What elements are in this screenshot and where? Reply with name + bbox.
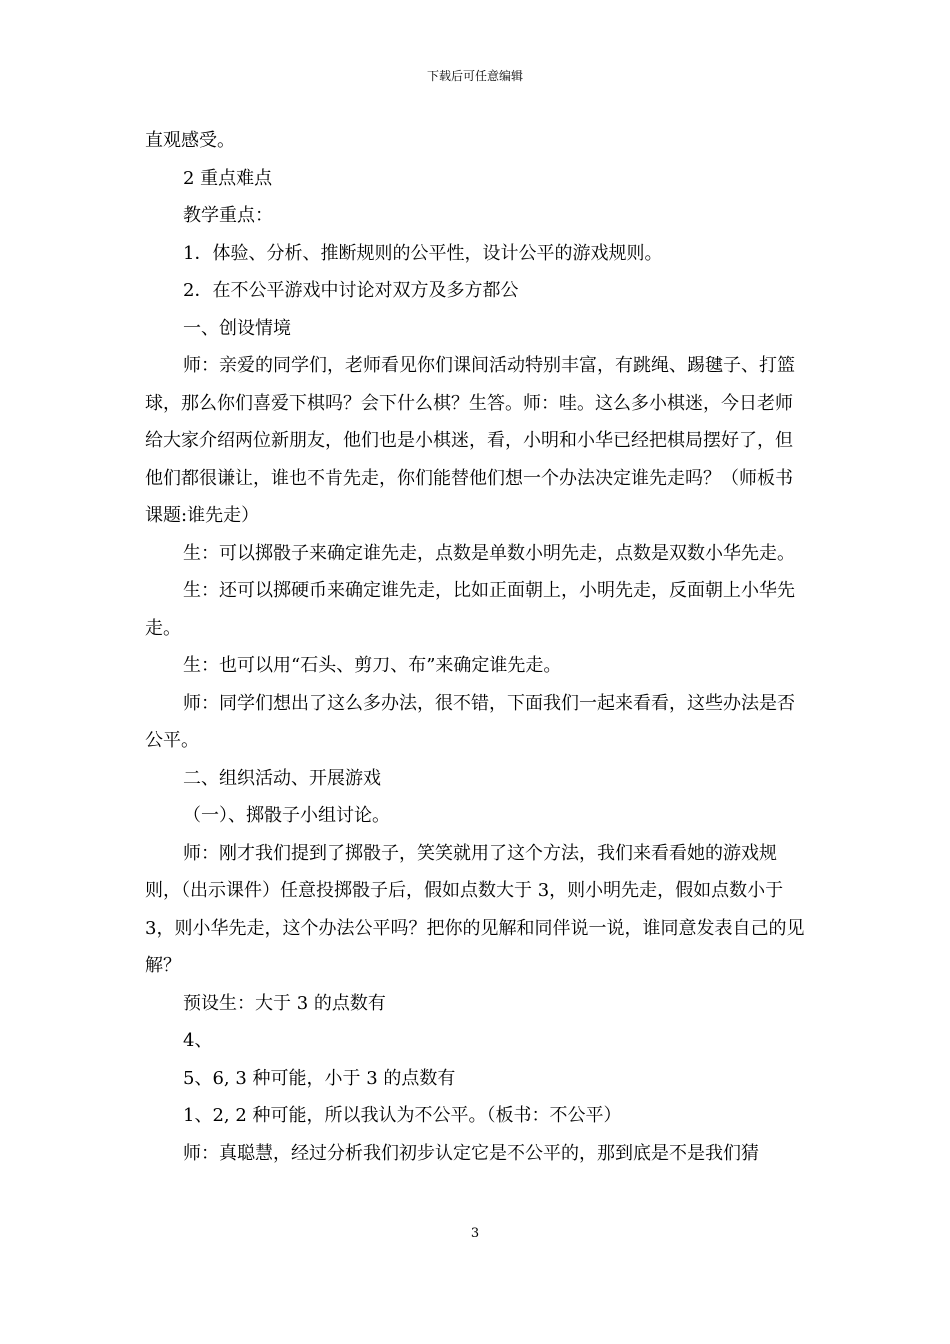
paragraph: 直观感受。 bbox=[145, 130, 235, 151]
paragraph: 教学重点： bbox=[183, 205, 273, 226]
document-body bbox=[145, 122, 810, 1172]
section-heading: 二、组织活动、开展游戏 bbox=[183, 767, 381, 789]
paragraph: 2．在不公平游戏中讨论对双方及多方都公 bbox=[183, 280, 519, 301]
paragraph: 生：可以掷骰子来确定谁先走，点数是单数小明先走，点数是双数小华先走。 bbox=[183, 542, 795, 564]
paragraph: 1．体验、分析、推断规则的公平性，设计公平的游戏规则。 bbox=[183, 242, 663, 264]
subsection-heading: （一）、掷骰子小组讨论。 bbox=[183, 805, 390, 826]
paragraph: 预设生：大于 3 的点数有 bbox=[183, 992, 386, 1014]
paragraph: 1、2, 2 种可能，所以我认为不公平。（板书：不公平） bbox=[183, 1105, 622, 1126]
paragraph: 师：亲爱的同学们，老师看见你们课间活动特别丰富，有跳绳、踢毽子、打篮球，那么你们喜爱下棋吗？会下什么棋？生答。师：哇。这么多小棋迷，今日老师给大家介绍两位新朋友，他们也是小棋迷，看，小明和小华已经把棋局摆好了，但他们都很谦让，谁也不肯先走，你们能替他们想一个办法决定谁先走吗？（师板书课题:谁先走） bbox=[145, 355, 795, 526]
page-header: 下载后可任意编辑 bbox=[426, 69, 523, 83]
section-heading: 一、创设情境 bbox=[183, 317, 291, 339]
paragraph: 师：真聪慧，经过分析我们初步认定它是不公平的，那到底是不是我们猜 bbox=[183, 1142, 759, 1164]
paragraph: 生：也可以用“石头、剪刀、布”来确定谁先走。 bbox=[183, 655, 562, 676]
paragraph: 2 重点难点 bbox=[183, 167, 273, 189]
paragraph: 5、6, 3 种可能，小于 3 的点数有 bbox=[183, 1067, 456, 1089]
paragraph: 生：还可以掷硬币来确定谁先走，比如正面朝上，小明先走，反面朝上小华先走。 bbox=[145, 580, 795, 639]
paragraph: 4、 bbox=[183, 1030, 213, 1051]
paragraph: 师：刚才我们提到了掷骰子，笑笑就用了这个方法，我们来看看她的游戏规则，（出示课件）任意投掷骰子后，假如点数大于 3，则小明先走，假如点数小于 3，则小华先走，这个办法公平吗？把你的见解和同伴说一说，谁同意发表自己的见解？ bbox=[145, 842, 805, 976]
page-number: 3 bbox=[470, 1226, 480, 1241]
paragraph: 师：同学们想出了这么多办法，很不错，下面我们一起来看看，这些办法是否公平。 bbox=[145, 692, 795, 751]
